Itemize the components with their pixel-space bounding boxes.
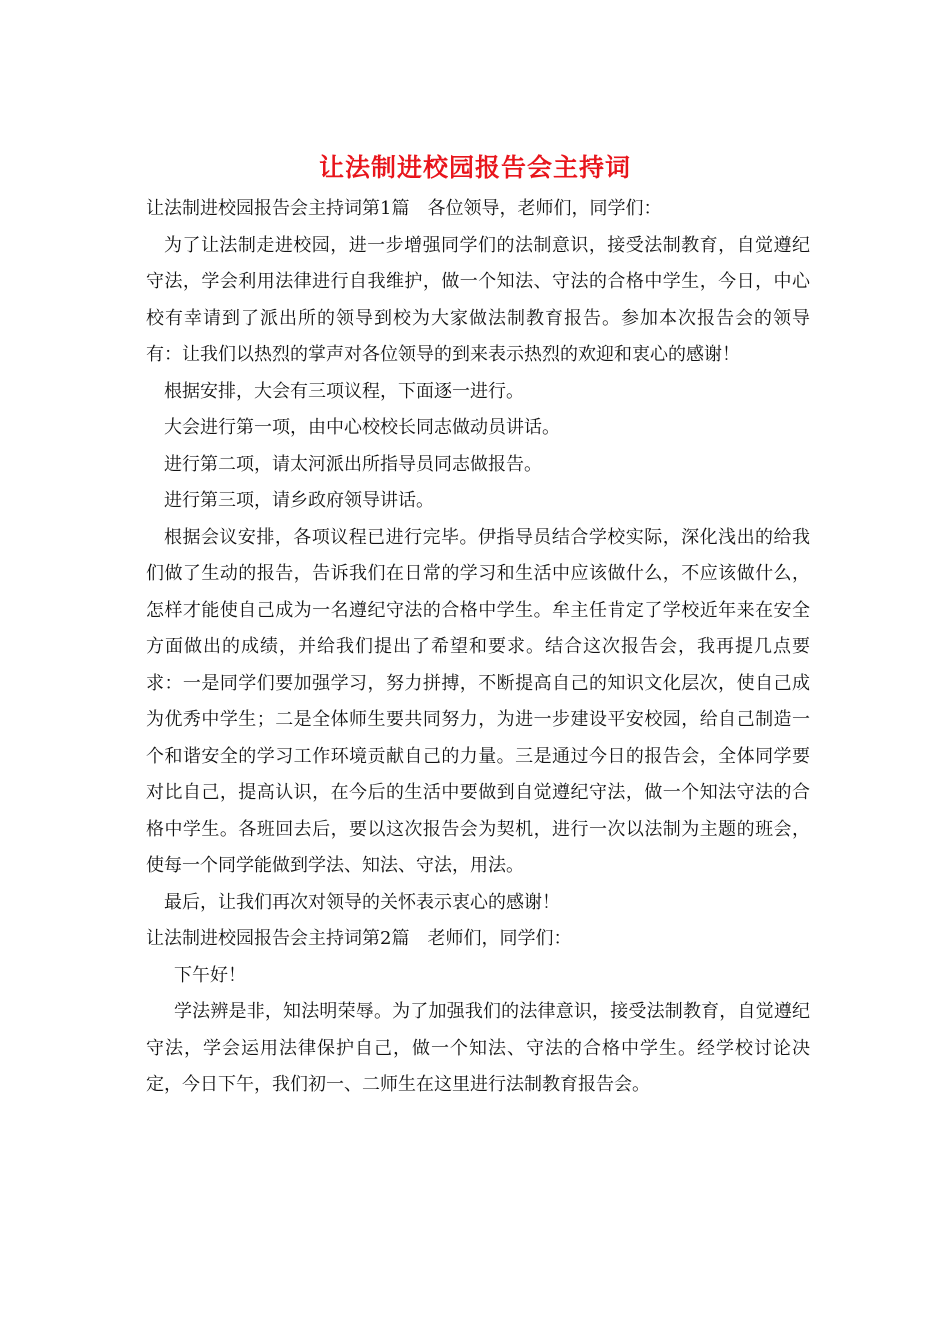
paragraph: 大会进行第一项，由中心校校长同志做动员讲话。 xyxy=(164,417,560,438)
paragraph: 根据会议安排，各项议程已进行完毕。伊指导员结合学校实际，深化浅出的给我们做了生动的报告，告诉我们在日常的学习和生活中应该做什么，不应该做什么，怎样才能使自己成为一名遵纪守法的合格中学生。牟主任肯定了学校近年来在安全方面做出的成绩，并给我们提出了希望和要求。结合这次报告会，我再提几点要求：一是同学们要加强学习，努力拼搏，不断提高自己的知识文化层次，使自己成为优秀中学生；二是全体师生要共同努力，为进一步建设平安校园，给自己制造一个和谐安全的学习工作环境贡献自己的力量。三是通过今日的报告会，全体同学要对比自己，提高认识，在今后的生活中要做到自觉遵纪守法，做一个知法守法的合格中学生。各班回去后，要以这次报告会为契机，进行一次以法制为主题的班会，使每一个同学能做到学法、知法、守法，用法。 xyxy=(146,526,810,876)
paragraph: 为了让法制走进校园，进一步增强同学们的法制意识，接受法制教育，自觉遵纪守法，学会利用法律进行自我维护，做一个知法、守法的合格中学生，今日，中心校有幸请到了派出所的领导到校为大家做法制教育报告。参加本次报告会的领导有：让我们以热烈的掌声对各位领导的到来表示热烈的欢迎和衷心的感谢！ xyxy=(146,234,810,365)
section-heading-2: 让法制进校园报告会主持词第2篇 老师们，同学们： xyxy=(146,928,572,949)
paragraph: 进行第二项，请太河派出所指导员同志做报告。 xyxy=(164,453,542,475)
section-heading-1: 让法制进校园报告会主持词第1篇 各位领导，老师们，同学们： xyxy=(146,198,662,219)
document-body xyxy=(146,191,810,1104)
paragraph: 学法辨是非，知法明荣辱。为了加强我们的法律意识，接受法制教育，自觉遵纪守法，学会运用法律保护自己，做一个知法、守法的合格中学生。经学校讨论决定，今日下午，我们初一、二师生在这里进行法制教育报告会。 xyxy=(146,1001,810,1095)
paragraph: 根据安排，大会有三项议程，下面逐一进行。 xyxy=(164,380,524,402)
document-title: 让法制进校园报告会主持词 xyxy=(318,153,631,182)
paragraph: 下午好！ xyxy=(174,964,246,986)
paragraph: 进行第三项，请乡政府领导讲话。 xyxy=(164,490,434,511)
paragraph: 最后，让我们再次对领导的关怀表示衷心的感谢！ xyxy=(164,891,560,913)
